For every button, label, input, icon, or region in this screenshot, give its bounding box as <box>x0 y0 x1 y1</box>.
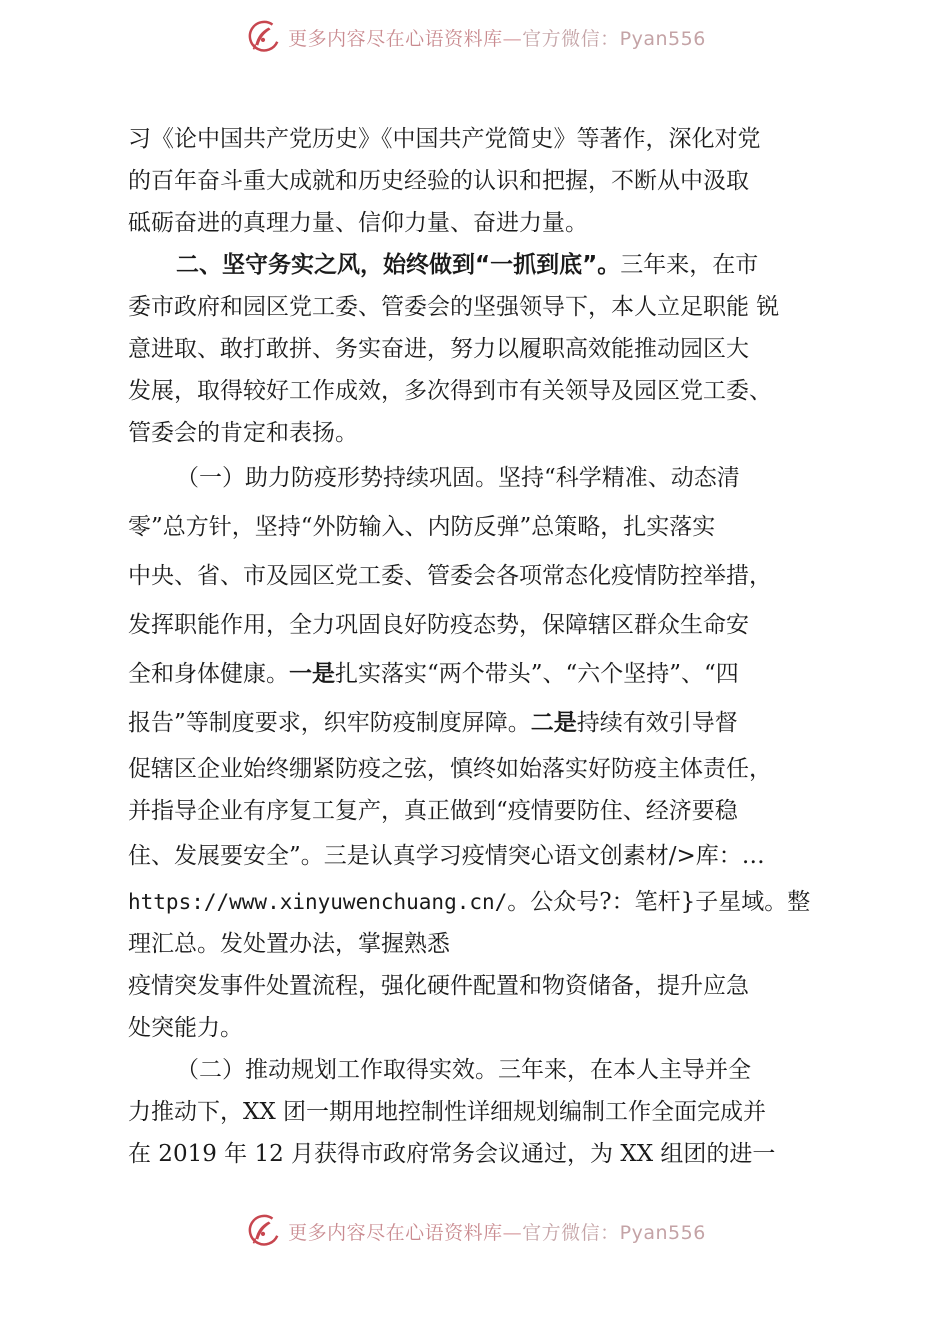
text-segment: 管委会的肯定和表扬。 <box>128 420 358 446</box>
text-segment: 持续有效引导督 <box>576 710 738 736</box>
text-line <box>128 923 843 965</box>
text-segment: 住、发展要安全”。三是认真学习疫情突心语文创素材/>库：… <box>128 843 765 869</box>
text-line <box>128 1133 843 1175</box>
text-line <box>128 412 843 454</box>
text-line <box>128 748 843 790</box>
watermark-brand: 更多内容尽在心语资料库 <box>288 1221 503 1244</box>
watermark-banner-bottom <box>0 1206 950 1256</box>
text-line <box>128 454 843 503</box>
text-line <box>128 1007 843 1049</box>
text-segment: 意进取、敢打敢拼、务实奋进，努力以履职高效能推动园区大 <box>128 336 749 362</box>
bold-text: 二是 <box>530 710 577 736</box>
bold-text: 一是 <box>289 661 335 687</box>
text-segment: 并指导企业有序复工复产，真正做到“疫情要防住、经济要稳 <box>128 798 738 824</box>
text-segment: （一）助力防疫形势持续巩固。坚持“科学精准、动态清 <box>176 465 740 491</box>
text-line <box>128 1091 843 1133</box>
text-segment: 报告”等制度要求，织牢防疫制度屏障。 <box>128 710 531 736</box>
quill-logo-icon <box>244 1212 282 1250</box>
watermark-brand: 更多内容尽在心语资料库 <box>288 27 503 50</box>
url-text: https://www.xinyuwenchuang.cn/ <box>128 890 508 914</box>
text-segment: （二）推动规划工作取得实效。三年来，在本人主导并全 <box>176 1057 751 1083</box>
text-line <box>128 699 843 748</box>
watermark-contact: 官方微信：Pyan556 <box>522 27 706 50</box>
text-segment: 疫情突发事件处置流程，强化硬件配置和物资储备，提升应急 <box>128 973 749 999</box>
text-line <box>128 552 843 601</box>
text-line <box>128 965 843 1007</box>
text-segment: 力推动下，XX 团一期用地控制性详细规划编制工作全面完成并 <box>128 1099 767 1125</box>
text-segment: 的百年奋斗重大成就和历史经验的认识和把握，不断从中汲取 <box>128 168 749 194</box>
watermark-separator: — <box>502 1221 523 1244</box>
text-line <box>128 832 843 881</box>
text-segment: 三年来，在市 <box>620 252 759 278</box>
watermark-text <box>288 24 706 51</box>
text-segment: 发挥职能作用，全力巩固良好防疫态势，保障辖区群众生命安 <box>128 612 749 638</box>
watermark-banner-top <box>0 12 950 62</box>
text-line <box>128 118 843 160</box>
text-segment: 委市政府和园区党工委、管委会的坚强领导下，本人立足职能 锐 <box>128 294 780 320</box>
bold-text: 二、坚守务实之风，始终做到“一抓到底”。 <box>176 252 621 278</box>
text-line <box>128 503 843 552</box>
watermark-text <box>288 1218 706 1245</box>
text-segment: 中央、省、市及园区党工委、管委会各项常态化疫情防控举措， <box>128 563 772 589</box>
document-body <box>128 118 843 1175</box>
text-line <box>128 202 843 244</box>
text-segment: 砥砺奋进的真理力量、信仰力量、奋进力量。 <box>128 210 588 236</box>
text-segment: 习《论中国共产党历史》《中国共产党简史》等著作，深化对党 <box>128 126 761 152</box>
text-line <box>128 650 843 699</box>
text-line <box>128 881 843 923</box>
text-segment: 。公众号?：笔杆}子星域。整 <box>507 889 811 915</box>
text-line <box>128 370 843 412</box>
text-line <box>128 601 843 650</box>
text-line <box>128 160 843 202</box>
text-segment: 扎实落实“两个带头”、“六个坚持”、“四 <box>335 661 739 687</box>
text-segment: 促辖区企业始终绷紧防疫之弦，慎终如始落实好防疫主体责任， <box>128 756 772 782</box>
text-segment: 发展，取得较好工作成效，多次得到市有关领导及园区党工委、 <box>128 378 772 404</box>
text-line <box>128 1049 843 1091</box>
text-segment: 理汇总。发处置办法，掌握熟悉 <box>128 931 450 957</box>
watermark-separator: — <box>502 27 523 50</box>
quill-logo-icon <box>244 18 282 56</box>
text-line <box>128 790 843 832</box>
text-line <box>128 328 843 370</box>
text-segment: 零”总方针，坚持“外防输入、内防反弹”总策略，扎实落实 <box>128 514 716 540</box>
text-line <box>128 244 843 286</box>
watermark-contact: 官方微信：Pyan556 <box>522 1221 706 1244</box>
text-segment: 全和身体健康。 <box>128 661 289 687</box>
text-segment: 在 2019 年 12 月获得市政府常务会议通过，为 XX 组团的进一 <box>128 1141 776 1167</box>
text-line <box>128 286 843 328</box>
text-segment: 处突能力。 <box>128 1015 243 1041</box>
